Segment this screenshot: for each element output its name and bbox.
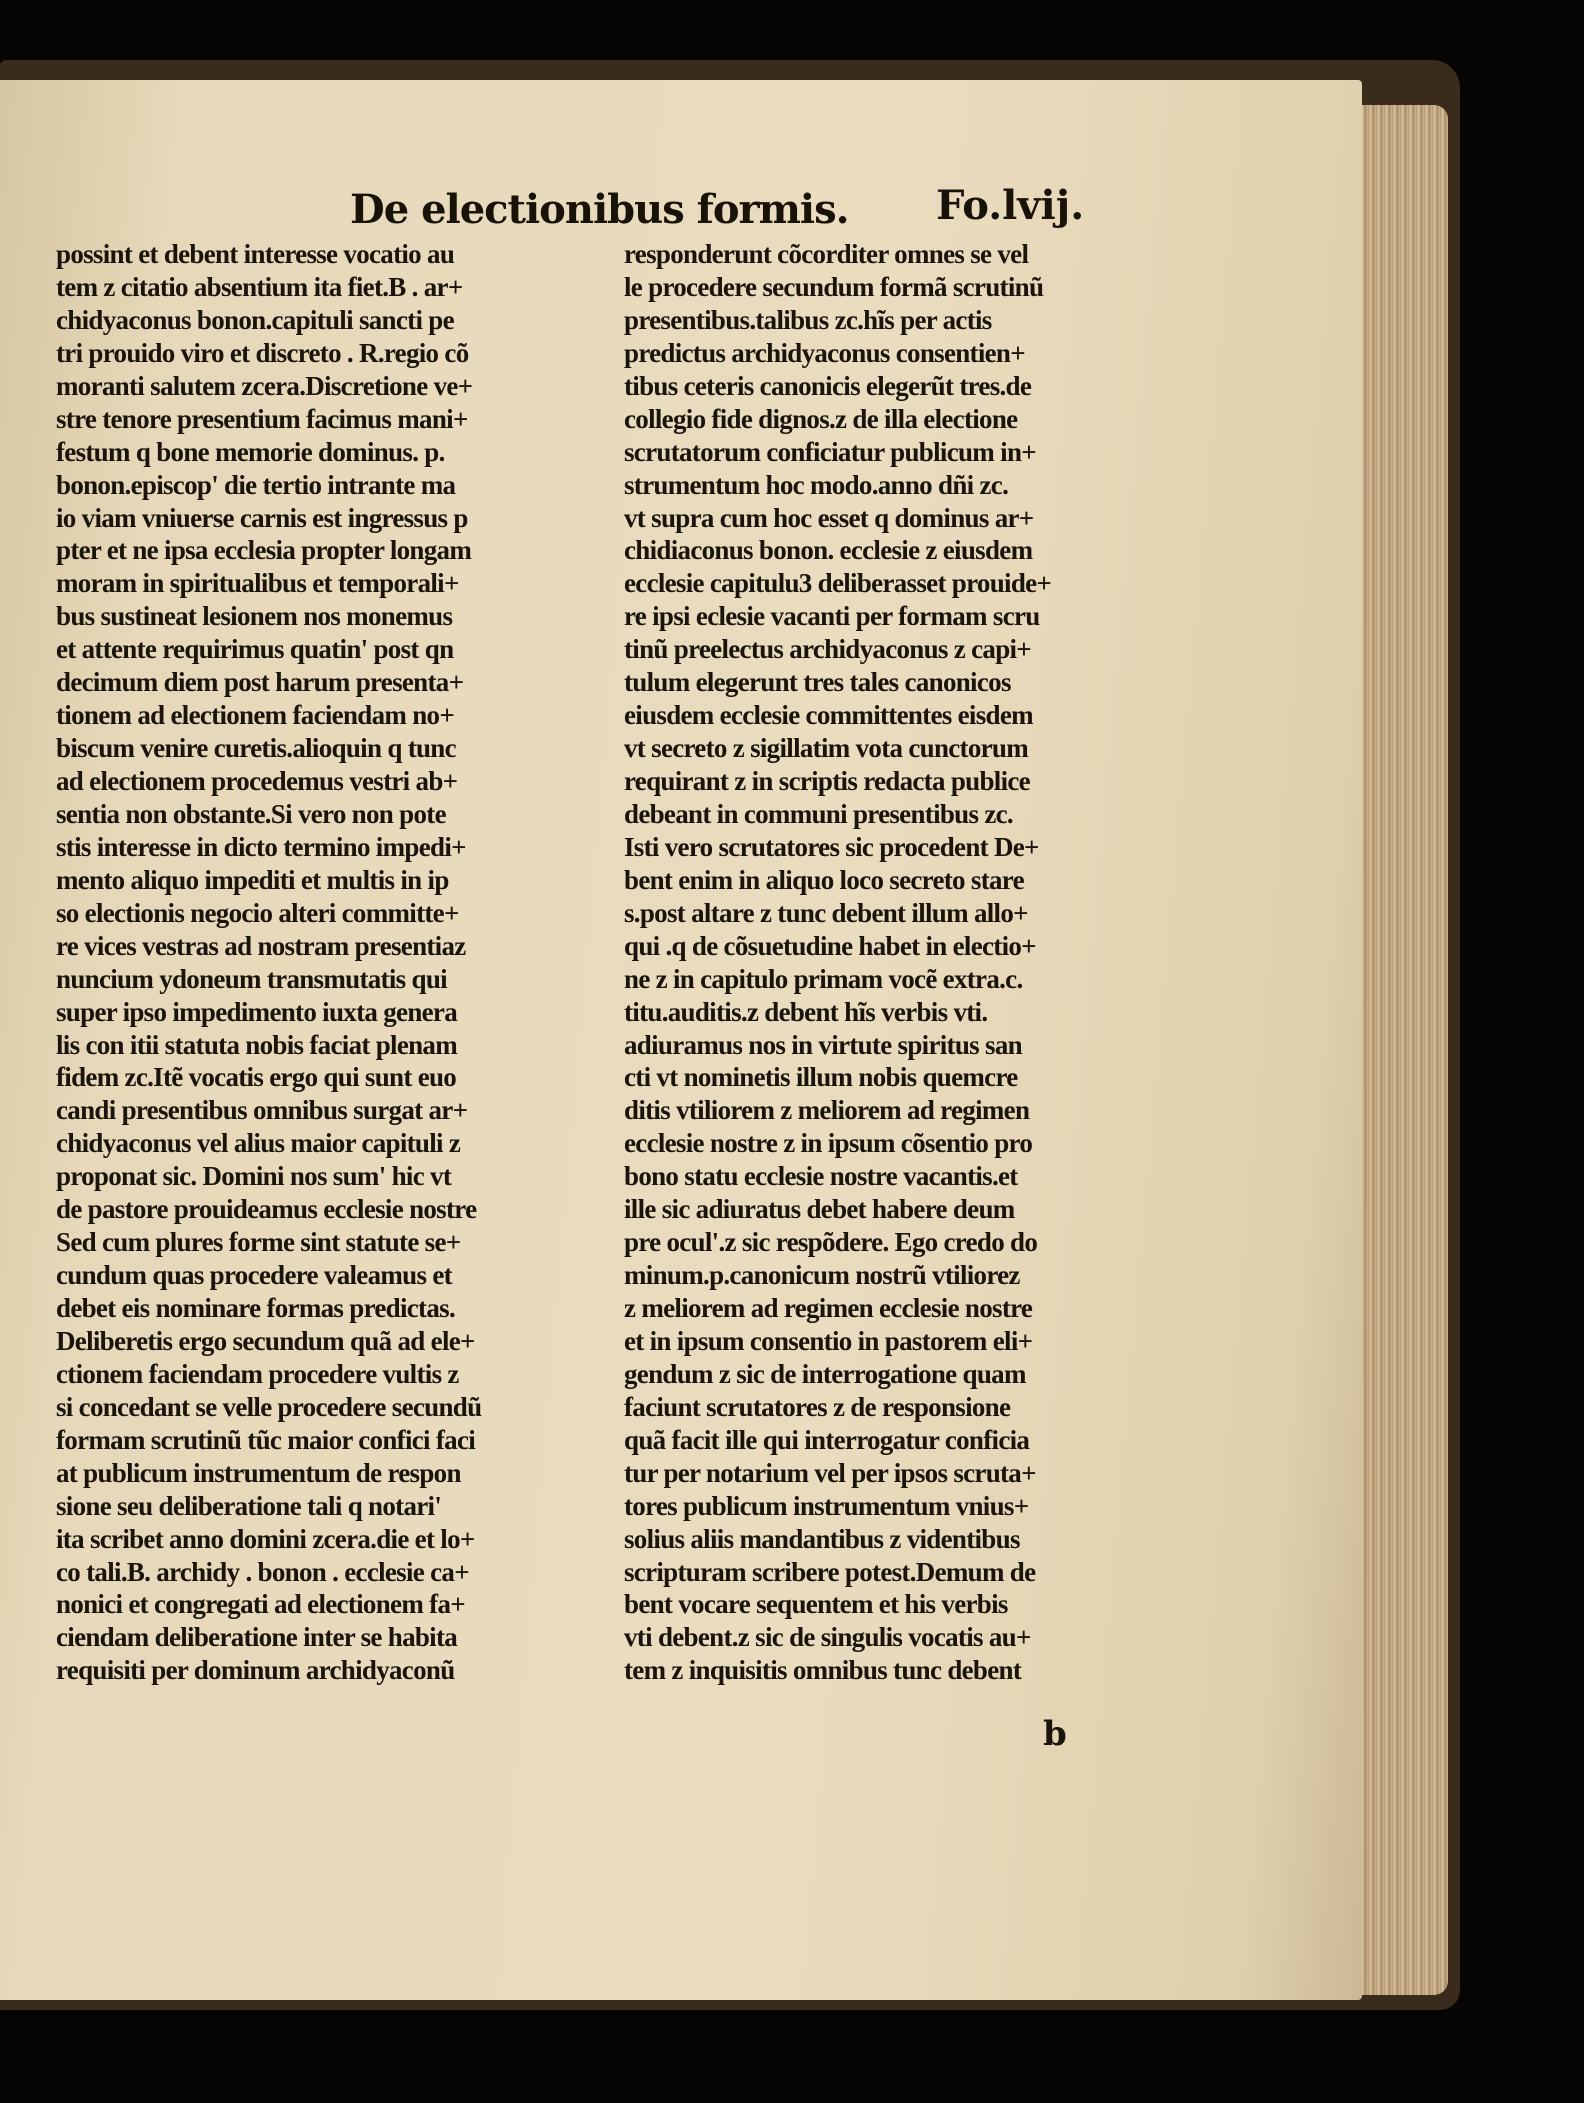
text-line: pter et ne ipsa ecclesia propter longam xyxy=(56,535,472,566)
text-line: ctionem faciendam procedere vultis z xyxy=(56,1358,459,1389)
text-line: tinũ preelectus archidyaconus z capi+ xyxy=(624,634,1031,665)
text-line: debeant in communi presentibus zc. xyxy=(624,798,1013,829)
text-line: lis con itii statuta nobis faciat plenam xyxy=(56,1029,458,1060)
page-edges xyxy=(1352,105,1448,1995)
text-line: ad electionem procedemus vestri ab+ xyxy=(56,766,458,796)
text-line: minum.p.canonicum nostrũ vtiliorez xyxy=(624,1260,1020,1291)
text-line: mento aliquo impediti et multis in ip xyxy=(56,864,449,895)
text-line: predictus archidyaconus consentien+ xyxy=(624,337,1025,368)
text-line: tibus ceteris canonicis elegerũt tres.de xyxy=(624,370,1032,401)
left-text-column xyxy=(56,238,616,1687)
text-line: Deliberetis ergo secundum quã ad ele+ xyxy=(56,1325,475,1356)
text-line: bus sustineat lesionem nos monemus xyxy=(56,601,453,632)
text-line: bent enim in aliquo loco secreto stare xyxy=(624,864,1024,895)
text-line: sione seu deliberatione tali q notari' xyxy=(56,1490,442,1521)
text-line: solius aliis mandantibus z videntibus xyxy=(624,1523,1020,1554)
text-line: debet eis nominare formas predictas. xyxy=(56,1293,456,1323)
text-line: candi presentibus omnibus surgat ar+ xyxy=(56,1095,468,1126)
text-line: adiuramus nos in virtute spiritus san xyxy=(624,1029,1022,1060)
text-line: z meliorem ad regimen ecclesie nostre xyxy=(624,1293,1033,1323)
text-line: pre ocul'.z sic respõdere. Ego credo do xyxy=(624,1227,1038,1258)
text-line: decimum diem post harum presenta+ xyxy=(56,667,464,698)
text-line: nonici et congregati ad electionem fa+ xyxy=(56,1589,465,1620)
text-line: de pastore prouideamus ecclesie nostre xyxy=(56,1194,477,1225)
text-line: co tali.B. archidy . bonon . ecclesie ca+ xyxy=(56,1556,469,1587)
text-line: collegio fide dignos.z de illa electione xyxy=(624,403,1018,434)
text-line: stis interesse in dicto termino impedi+ xyxy=(56,831,466,862)
text-line: le procedere secundum formã scrutinũ xyxy=(624,271,1044,302)
right-text-column xyxy=(624,238,1184,1687)
text-line: tri prouido viro et discreto . R.regio cõ xyxy=(56,337,469,368)
running-title: De electionibus formis. xyxy=(350,186,849,233)
text-line: formam scrutinũ tũc maior confici faci xyxy=(56,1424,476,1455)
text-line: vt secreto z sigillatim vota cunctorum xyxy=(624,733,1029,764)
text-line: tur per notarium vel per ipsos scruta+ xyxy=(624,1457,1036,1488)
text-line: presentibus.talibus zc.hĩs per actis xyxy=(624,304,992,335)
text-line: ecclesie capitulu3 deliberasset prouide+ xyxy=(624,568,1052,599)
text-line: tem z inquisitis omnibus tunc debent xyxy=(624,1655,1022,1686)
text-line: super ipso impedimento iuxta genera xyxy=(56,996,458,1027)
text-line: et in ipsum consentio in pastorem eli+ xyxy=(624,1325,1033,1356)
text-line: tulum elegerunt tres tales canonicos xyxy=(624,667,1011,698)
text-line: faciunt scrutatores z de responsione xyxy=(624,1391,1011,1422)
text-line: ecclesie nostre z in ipsum cõsentio pro xyxy=(624,1128,1033,1159)
text-line: requirant z in scriptis redacta publice xyxy=(624,766,1030,796)
text-line: vt supra cum hoc esset q dominus ar+ xyxy=(624,502,1034,533)
text-line: et attente requirimus quatin' post qn xyxy=(56,634,454,665)
text-line: ne z in capitulo primam vocẽ extra.c. xyxy=(624,963,1023,994)
text-line: strumentum hoc modo.anno dñi zc. xyxy=(624,469,1009,500)
text-line: at publicum instrumentum de respon xyxy=(56,1457,461,1488)
text-line: scripturam scribere potest.Demum de xyxy=(624,1556,1036,1587)
text-line: sentia non obstante.Si vero non pote xyxy=(56,798,446,829)
text-line: ciendam deliberatione inter se habita xyxy=(56,1622,458,1653)
text-line: eiusdem ecclesie committentes eisdem xyxy=(624,700,1033,731)
text-line: so electionis negocio alteri committe+ xyxy=(56,897,459,928)
text-line: ditis vtiliorem z meliorem ad regimen xyxy=(624,1095,1030,1126)
text-line: bonon.episcop' die tertio intrante ma xyxy=(56,469,456,500)
text-line: nuncium ydoneum transmutatis qui xyxy=(56,963,447,994)
text-line: re ipsi eclesie vacanti per formam scru xyxy=(624,601,1040,632)
text-line: fidem zc.Itẽ vocatis ergo qui sunt euo xyxy=(56,1062,457,1093)
text-line: moram in spiritualibus et temporali+ xyxy=(56,568,459,599)
text-line: chidyaconus vel alius maior capituli z xyxy=(56,1128,461,1159)
text-line: si concedant se velle procedere secundũ xyxy=(56,1391,482,1422)
text-line: biscum venire curetis.alioquin q tunc xyxy=(56,733,456,764)
text-line: Isti vero scrutatores sic procedent De+ xyxy=(624,831,1039,862)
text-line: requisiti per dominum archidyaconũ xyxy=(56,1655,455,1686)
text-line: re vices vestras ad nostram presentiaz xyxy=(56,930,466,961)
text-line: s.post altare z tunc debent illum allo+ xyxy=(624,897,1028,928)
text-line: titu.auditis.z debent hĩs verbis vti. xyxy=(624,996,988,1027)
text-line: proponat sic. Domini nos sum' hic vt xyxy=(56,1161,452,1192)
text-line: tores publicum instrumentum vnius+ xyxy=(624,1490,1029,1521)
text-line: stre tenore presentium facimus mani+ xyxy=(56,403,468,434)
text-line: possint et debent interesse vocatio au xyxy=(56,239,455,269)
text-line: chidyaconus bonon.capituli sancti pe xyxy=(56,304,454,335)
text-line: vti debent.z sic de singulis vocatis au+ xyxy=(624,1622,1031,1653)
text-line: bono statu ecclesie nostre vacantis.et xyxy=(624,1161,1018,1192)
text-line: io viam vniuerse carnis est ingressus p xyxy=(56,502,468,533)
text-line: scrutatorum conficiatur publicum in+ xyxy=(624,436,1036,467)
folio-number: Fo.lvij. xyxy=(936,182,1085,229)
text-line: tem z citatio absentium ita fiet.B . ar+ xyxy=(56,271,463,302)
text-line: moranti salutem zcera.Discretione ve+ xyxy=(56,370,473,401)
text-line: gendum z sic de interrogatione quam xyxy=(624,1358,1026,1389)
text-line: quã facit ille qui interrogatur conficia xyxy=(624,1424,1030,1455)
text-line: ita scribet anno domini zcera.die et lo+ xyxy=(56,1523,475,1554)
text-line: cundum quas procedere valeamus et xyxy=(56,1260,452,1291)
text-line: responderunt cõcorditer omnes se vel xyxy=(624,239,1029,269)
text-line: tionem ad electionem faciendam no+ xyxy=(56,700,455,731)
text-line: chidiaconus bonon. ecclesie z eiusdem xyxy=(624,535,1033,566)
text-line: Sed cum plures forme sint statute se+ xyxy=(56,1227,461,1258)
text-line: bent vocare sequentem et his verbis xyxy=(624,1589,1008,1620)
text-line: cti vt nominetis illum nobis quemcre xyxy=(624,1062,1018,1093)
signature-mark: b xyxy=(1043,1714,1067,1754)
text-line: ille sic adiuratus debet habere deum xyxy=(624,1194,1015,1225)
text-line: qui .q de cõsuetudine habet in electio+ xyxy=(624,930,1036,961)
text-line: festum q bone memorie dominus. p. xyxy=(56,436,445,467)
